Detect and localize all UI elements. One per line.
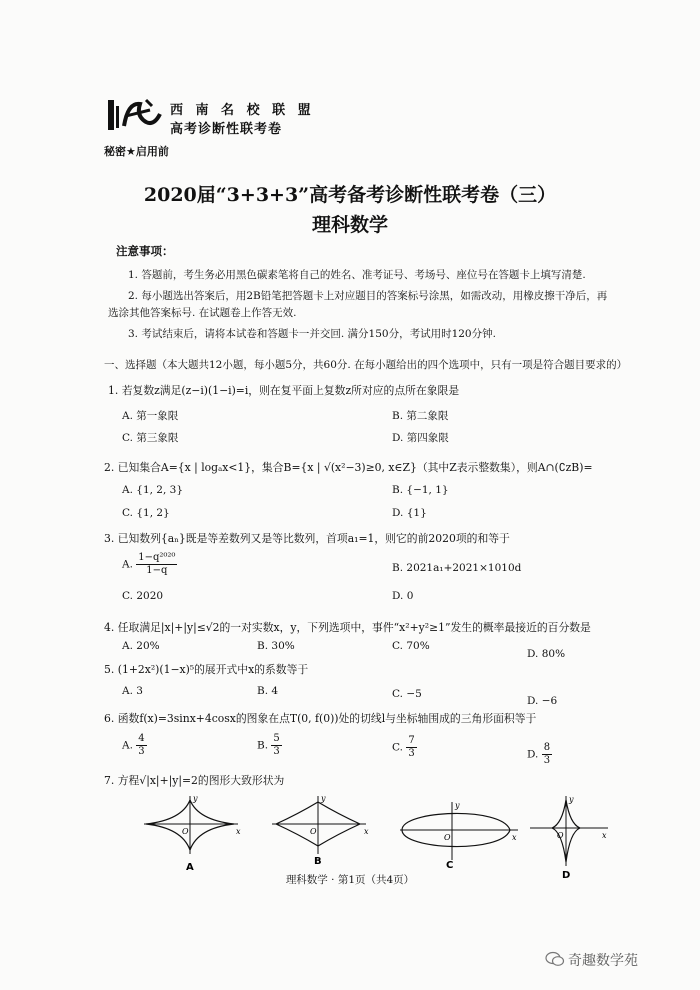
- q7-c-label: C: [446, 860, 454, 871]
- notice-item-3: 3. 考试结束后，请将本试卷和答题卡一并交回. 满分150分，考试用时120分钟.: [128, 328, 496, 340]
- q3-option-a-numerator: 1−q²⁰²⁰: [138, 552, 176, 563]
- q2-option-c: C. {1, 2}: [122, 507, 170, 519]
- q5-option-b: B. 4: [257, 685, 279, 697]
- q7-c-x-label: x: [512, 833, 517, 842]
- q6-option-a-denominator: 3: [138, 746, 145, 757]
- q1-stem: 1. 若复数z满足(z−i)(1−i)=i，则在复平面上复数z所对应的点所在象限是: [108, 384, 460, 397]
- q2-option-d: D. {1}: [392, 507, 427, 519]
- notice-item-2a: 2. 每小题选出答案后，用2B铅笔把答题卡上对应题目的答案标号涂黑，如需改动，用橡皮擦干净后，再: [128, 290, 608, 302]
- q6-option-a: [122, 733, 147, 758]
- page-footer: 理科数学 · 第1页（共4页）: [285, 874, 415, 886]
- q4-option-a: A. 20%: [122, 640, 160, 652]
- q3-option-a-fraction: [136, 552, 177, 577]
- q4-stem: 4. 任取满足|x|+|y|≤√2的一对实数x，y，下列选项中，事件“x²+y²≥1”发生的概率最接近的百分数是: [104, 621, 591, 634]
- notice-item-1: 1. 答题前，考生务必用黑色碳素笔将自己的姓名、准考证号、考场号、座位号在答题卡上填写清楚.: [128, 269, 586, 281]
- q5-option-c: C. −5: [392, 688, 422, 700]
- q7-b-y-label: y: [321, 794, 326, 803]
- q3-option-a: [122, 552, 177, 577]
- q7-a-label: A: [186, 862, 194, 873]
- notice-heading: 注意事项：: [116, 244, 174, 258]
- q6-option-b-label: B.: [257, 739, 269, 752]
- q6-option-d-denominator: 3: [543, 755, 551, 766]
- q4-option-b: B. 30%: [257, 640, 295, 652]
- q6-stem: 6. 函数f(x)=3sinx+4cosx的图象在点T(0, f(0))处的切线l与坐标轴围成的三角形面积等于: [104, 712, 537, 725]
- q2-stem: 2. 已知集合A={x | logₐx<1}，集合B={x | √(x²−3)≥0, x∈Z}（其中Z表示整数集），则A∩(∁ᴢB)=: [104, 461, 593, 474]
- q6-option-b-fraction: [271, 733, 281, 758]
- q6-option-b: [257, 733, 282, 758]
- q1-option-a: A. 第一象限: [122, 410, 179, 422]
- q7-b-origin-label: O: [310, 827, 317, 836]
- q7-d-x-label: x: [602, 831, 607, 840]
- q7-b-x-label: x: [364, 827, 369, 836]
- q6-option-b-numerator: 5: [273, 733, 280, 744]
- q4-option-c: C. 70%: [392, 640, 430, 652]
- exam-subject: 理科数学: [311, 214, 388, 236]
- notice-item-2b: 选涂其他答案标号. 在试题卷上作答无效.: [108, 307, 297, 319]
- exam-title: 2020届“3+3+3”高考备考诊断性联考卷（三）: [143, 184, 557, 206]
- q4-option-d: D. 80%: [527, 648, 566, 660]
- q3-stem: 3. 已知数列{aₙ}既是等差数列又是等比数列，首项a₁=1，则它的前2020项的和等于: [104, 532, 510, 545]
- q1-option-c: C. 第三象限: [122, 432, 179, 444]
- q6-option-a-fraction: [136, 733, 146, 758]
- q5-option-d: D. −6: [527, 695, 558, 707]
- q3-option-b: B. 2021a₁+2021×1010d: [392, 562, 522, 574]
- q7-stem: 7. 方程√|x|+|y|=2的图形大致形状为: [104, 774, 285, 787]
- publisher-logo: [106, 96, 162, 136]
- q6-option-c-denominator: 3: [408, 748, 415, 759]
- q6-option-d-label: D.: [527, 748, 539, 761]
- q3-option-a-label: A.: [122, 558, 133, 571]
- q6-option-c-numerator: 7: [408, 735, 415, 746]
- q7-a-y-label: y: [193, 794, 198, 803]
- q7-a-x-label: x: [236, 827, 241, 836]
- q6-option-a-numerator: 4: [138, 733, 145, 744]
- q6-option-d: [527, 742, 552, 767]
- q3-option-c: C. 2020: [122, 590, 164, 602]
- q7-d-label: D: [562, 870, 571, 881]
- q7-a-origin-label: O: [182, 827, 189, 836]
- q7-d-origin-label: O: [557, 831, 564, 840]
- q1-option-d: D. 第四象限: [392, 432, 449, 444]
- q3-option-d: D. 0: [392, 590, 414, 602]
- secret-label: 秘密★启用前: [104, 145, 169, 158]
- q6-option-c: [392, 735, 417, 760]
- q5-stem: 5. (1+2x²)(1−x)⁵的展开式中x的系数等于: [104, 663, 309, 676]
- section-heading: 一、选择题（本大题共12小题，每小题5分，共60分. 在每小题给出的四个选项中，只有一项是符合题目要求的）: [104, 359, 628, 371]
- q6-option-a-label: A.: [122, 739, 133, 752]
- q1-option-b: B. 第二象限: [392, 410, 449, 422]
- q7-c-origin-label: O: [444, 833, 451, 842]
- q7-b-label: B: [314, 856, 322, 867]
- q7-figure-a: [140, 792, 244, 874]
- exam-series: 高考诊断性联考卷: [170, 122, 283, 137]
- q6-option-d-fraction: [542, 742, 552, 767]
- q2-option-b: B. {−1, 1}: [392, 484, 449, 496]
- q6-option-c-label: C.: [392, 741, 403, 754]
- union-name: 西 南 名 校 联 盟: [170, 103, 315, 118]
- q7-d-y-label: y: [569, 795, 574, 804]
- q7-figure-d: [526, 792, 610, 882]
- watermark-text: 奇趣数学苑: [568, 953, 638, 969]
- q6-option-b-denominator: 3: [273, 746, 280, 757]
- q5-option-a: A. 3: [122, 685, 143, 697]
- q3-option-a-denominator: 1−q: [146, 565, 168, 576]
- q7-figure-b: [268, 792, 372, 874]
- q6-option-c-fraction: [406, 735, 416, 760]
- wechat-icon: [545, 951, 565, 967]
- q7-c-y-label: y: [455, 801, 460, 810]
- q6-option-d-numerator: 8: [543, 742, 551, 753]
- q2-option-a: A. {1, 2, 3}: [122, 484, 184, 496]
